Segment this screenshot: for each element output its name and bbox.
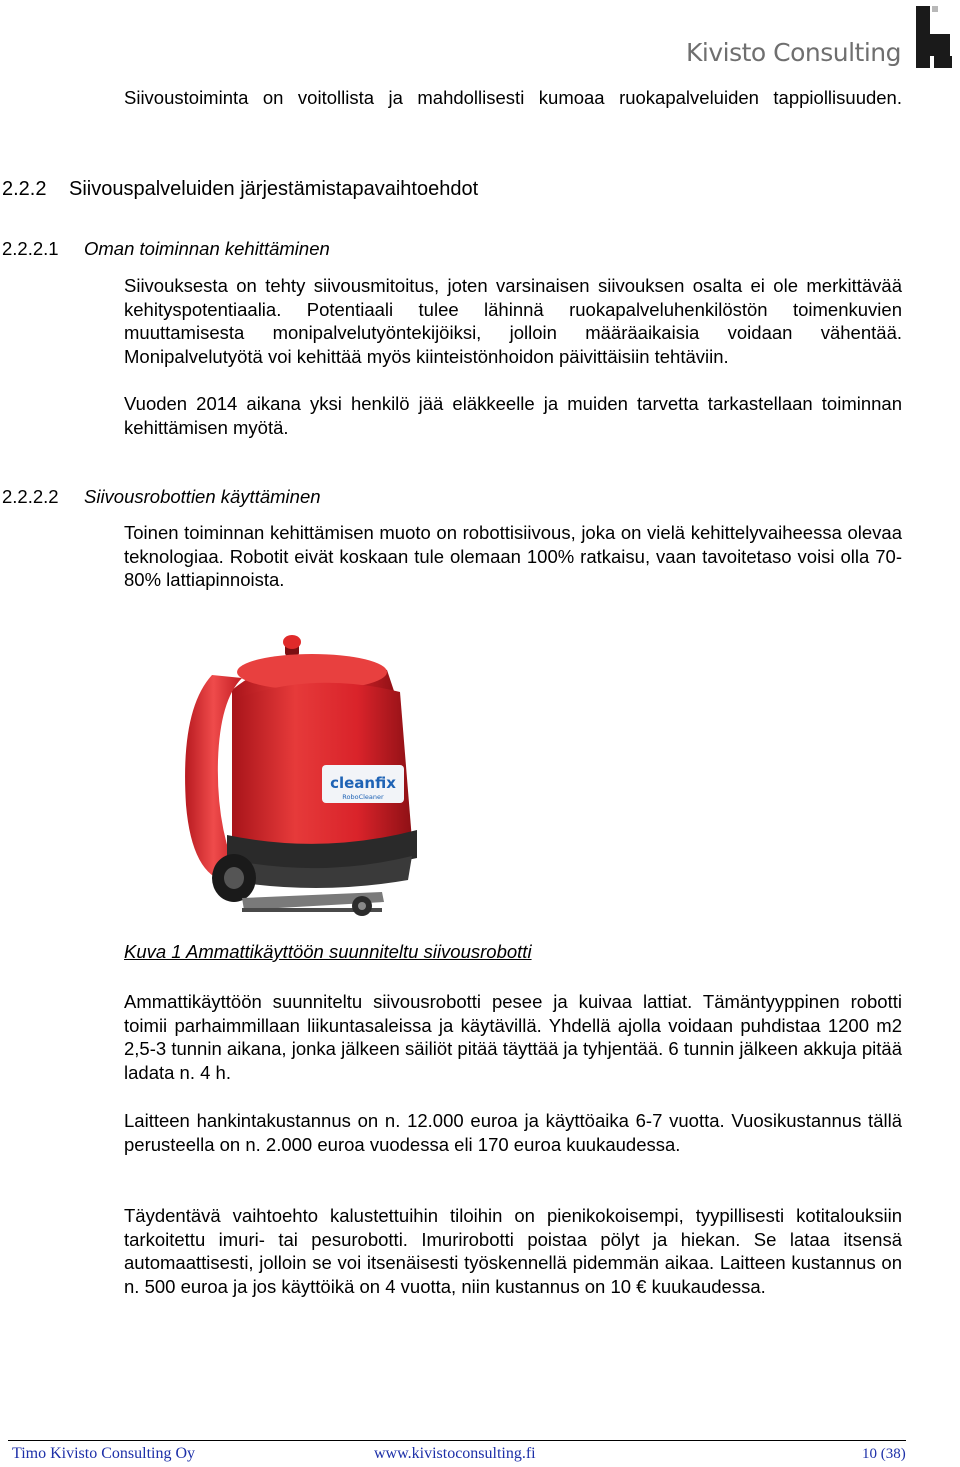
section-number: 2.2.2.2 xyxy=(2,486,59,507)
paragraph-home-robot: Täydentävä vaihtoehto kalustettuihin tiloihin on pienikokoisempi, tyypillisesti kotitalouksiin tarkoitettu imuri- tai pesurobotti. Imurirobotti poistaa pölyt ja hiekan. Se lataa itsensä automaattisesti, jolloin se voi itsenäisesti työskennellä pidemmän aikaa. Laitteen kustannus on n. 500 euroa ja jos käyttöikä on 4 vuotta, niin kustannus on 10 € kuukaudessa. xyxy=(124,1205,902,1298)
section-number: 2.2.2.1 xyxy=(2,238,59,259)
footer-page-number: 10 (38) xyxy=(862,1446,906,1462)
footer-website-link[interactable]: www.kivistoconsulting.fi xyxy=(374,1445,536,1462)
footer-company: Timo Kivisto Consulting Oy xyxy=(12,1445,196,1462)
logo-mark-icon xyxy=(914,4,956,70)
intro-paragraph: Siivoustoiminta on voitollista ja mahdollisesti kumoaa ruokapalveluiden tappiollisuuden. xyxy=(124,87,902,108)
paragraph-robot-cost: Laitteen hankintakustannus on n. 12.000 euroa ja käyttöaika 6-7 vuotta. Vuosikustannus tällä perusteella on n. 2.000 euroa vuodessa eli 170 euroa kuukaudessa. xyxy=(124,1110,902,1155)
company-logo xyxy=(684,4,956,70)
section-heading-2-2-2 xyxy=(2,178,478,201)
paragraph-robots-1: Toinen toiminnan kehittämisen muoto on robottisiivous, joka on vielä kehittelyvaiheessa olevaa teknologiaa. Robotit eivät koskaan tule olemaan 100% ratkaisu, vaan tavoitetaso voisi olla 70-80% lattiapinnoista. xyxy=(124,522,902,591)
section-heading-2-2-2-2 xyxy=(2,486,321,508)
cleanfix-subtext: RoboCleaner xyxy=(342,793,384,801)
section-title: Siivousrobottien käyttäminen xyxy=(84,486,321,507)
section-number: 2.2.2 xyxy=(2,178,47,200)
paragraph-robot-description: Ammattikäyttöön suunniteltu siivousrobotti pesee ja kuivaa lattiat. Tämäntyyppinen robotti toimii parhaimmillaan liikuntasaleissa ja käytävillä. Yhdellä ajolla voidaan puhdistaa 1200 m2 2,5-3 tunnin aikana, jonka jälkeen säiliöt pitää täyttää ja tyhjentää. 6 tunnin jälkeen akkuja pitää ladata n. 4 h. xyxy=(124,991,902,1084)
footer-divider xyxy=(8,1440,906,1441)
section-title: Siivouspalveluiden järjestämistapavaihtoehdot xyxy=(69,178,479,200)
paragraph-development-1: Siivouksesta on tehty siivousmitoitus, joten varsinaisen siivouksen osalta ei ole merkittävää kehityspotentiaalia. Potentiaali tulee lähinnä ruokapalveluhenkilöstön toimenkuvien muuttamisesta monipalvelutyöntekijöiksi, jolloin määräaikaisia voidaan vähentää. Monipalvelutyötä voi kehittää myös kiinteistönhoidon päivittäisiin tehtäviin. xyxy=(124,275,902,368)
logo-text: Kivisto Consulting xyxy=(686,38,902,67)
section-title: Oman toiminnan kehittäminen xyxy=(84,238,330,259)
figure-caption: Kuva 1 Ammattikäyttöön suunniteltu siivousrobotti xyxy=(124,941,532,962)
paragraph-development-2: Vuoden 2014 aikana yksi henkilö jää eläkkeelle ja muiden tarvetta tarkastellaan toiminnan kehittämisen myötä. xyxy=(124,393,902,438)
cleanfix-logo: cleanfix xyxy=(330,774,396,792)
section-heading-2-2-2-1 xyxy=(2,238,330,260)
cleaning-robot-image xyxy=(172,630,432,922)
